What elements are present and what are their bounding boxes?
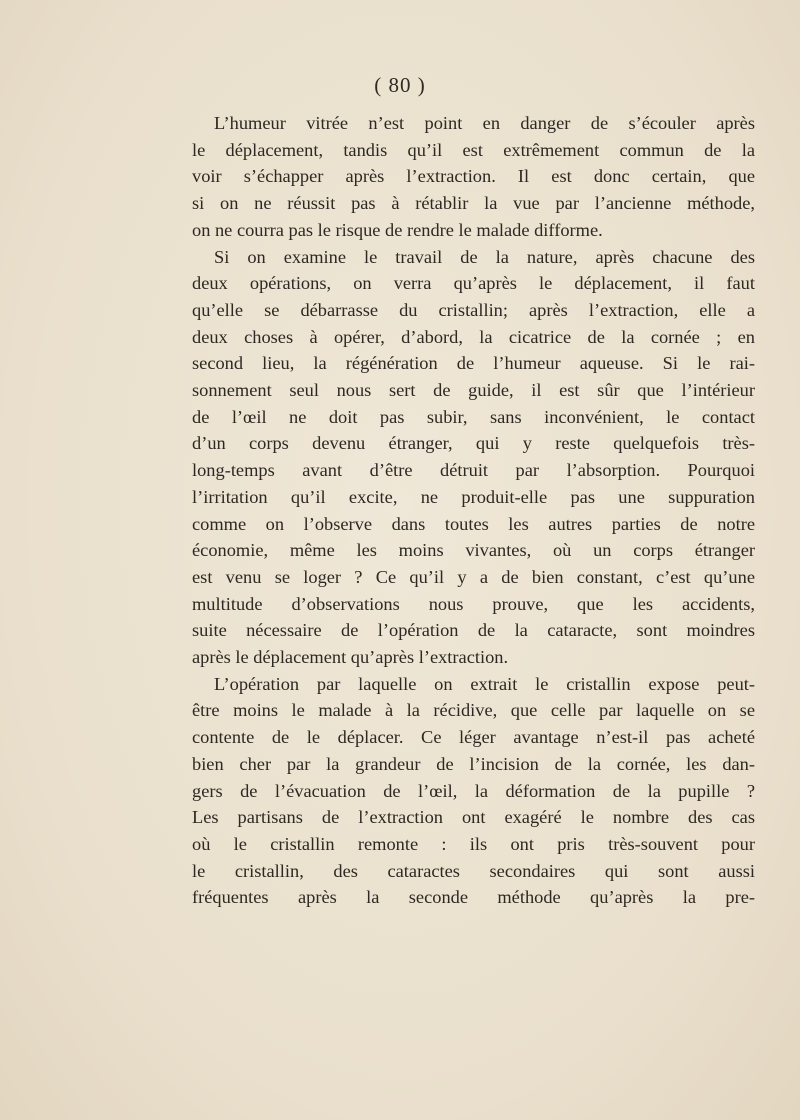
text-line: second lieu, la régénération de l’humeur aqueuse. Si le rai- bbox=[192, 353, 755, 374]
text-line: où le cristallin remonte : ils ont pris très-souvent pour bbox=[192, 833, 755, 854]
text-line: contente de le déplacer. Ce léger avantage n’est-il pas acheté bbox=[192, 727, 755, 748]
paragraph bbox=[192, 110, 755, 244]
text-line: deux choses à opérer, d’abord, la cicatrice de la cornée ; en bbox=[192, 326, 755, 347]
text-line: si on ne réussit pas à rétablir la vue par l’ancienne méthode, bbox=[192, 193, 755, 214]
text-line: on ne courra pas le risque de rendre le malade difforme. bbox=[192, 219, 603, 240]
text-line: long-temps avant d’être détruit par l’absorption. Pourquoi bbox=[192, 460, 755, 481]
paragraph bbox=[192, 671, 755, 911]
text-line: de l’œil ne doit pas subir, sans inconvénient, le contact bbox=[192, 406, 755, 427]
text-line: après le déplacement qu’après l’extraction. bbox=[192, 647, 509, 668]
text-line: deux opérations, on verra qu’après le déplacement, il faut bbox=[192, 273, 755, 294]
text-line: le cristallin, des cataractes secondaires qui sont aussi bbox=[192, 860, 755, 881]
text-line: économie, même les moins vivantes, où un corps étranger bbox=[192, 540, 755, 561]
page-number: ( 80 ) bbox=[374, 73, 426, 97]
text-line: L’humeur vitrée n’est point en danger de s’écouler après bbox=[214, 113, 755, 133]
text-line: est venu se loger ? Ce qu’il y a de bien constant, c’est qu’une bbox=[192, 566, 755, 587]
text-line: voir s’échapper après l’extraction. Il est donc certain, que bbox=[192, 166, 755, 187]
text-line: Si on examine le travail de la nature, après chacune des bbox=[214, 246, 755, 267]
text-line: L’opération par laquelle on extrait le cristallin expose peut- bbox=[214, 673, 755, 694]
text-line: Les partisans de l’extraction ont exagéré le nombre des cas bbox=[192, 807, 755, 828]
text-line: sonnement seul nous sert de guide, il est sûr que l’intérieur bbox=[192, 380, 755, 401]
text-line: qu’elle se débarrasse du cristallin; après l’extraction, elle a bbox=[192, 299, 755, 320]
text-line: être moins le malade à la récidive, que celle par laquelle on se bbox=[192, 700, 755, 721]
text-line: suite nécessaire de l’opération de la cataracte, sont moindres bbox=[192, 620, 755, 641]
text-line: le déplacement, tandis qu’il est extrêmement commun de la bbox=[192, 139, 755, 160]
text-line: fréquentes après la seconde méthode qu’après la pre- bbox=[192, 887, 755, 908]
text-line: gers de l’évacuation de l’œil, la déformation de la pupille ? bbox=[192, 780, 755, 801]
text-line: d’un corps devenu étranger, qui y reste quelquefois très- bbox=[192, 433, 755, 454]
paragraph bbox=[192, 244, 755, 671]
body-text bbox=[192, 110, 755, 911]
text-line: l’irritation qu’il excite, ne produit-elle pas une suppuration bbox=[192, 486, 755, 507]
text-line: comme on l’observe dans toutes les autres parties de notre bbox=[192, 513, 755, 534]
text-line: bien cher par la grandeur de l’incision de la cornée, les dan- bbox=[192, 753, 755, 774]
text-line: multitude d’observations nous prouve, que les accidents, bbox=[192, 593, 755, 614]
